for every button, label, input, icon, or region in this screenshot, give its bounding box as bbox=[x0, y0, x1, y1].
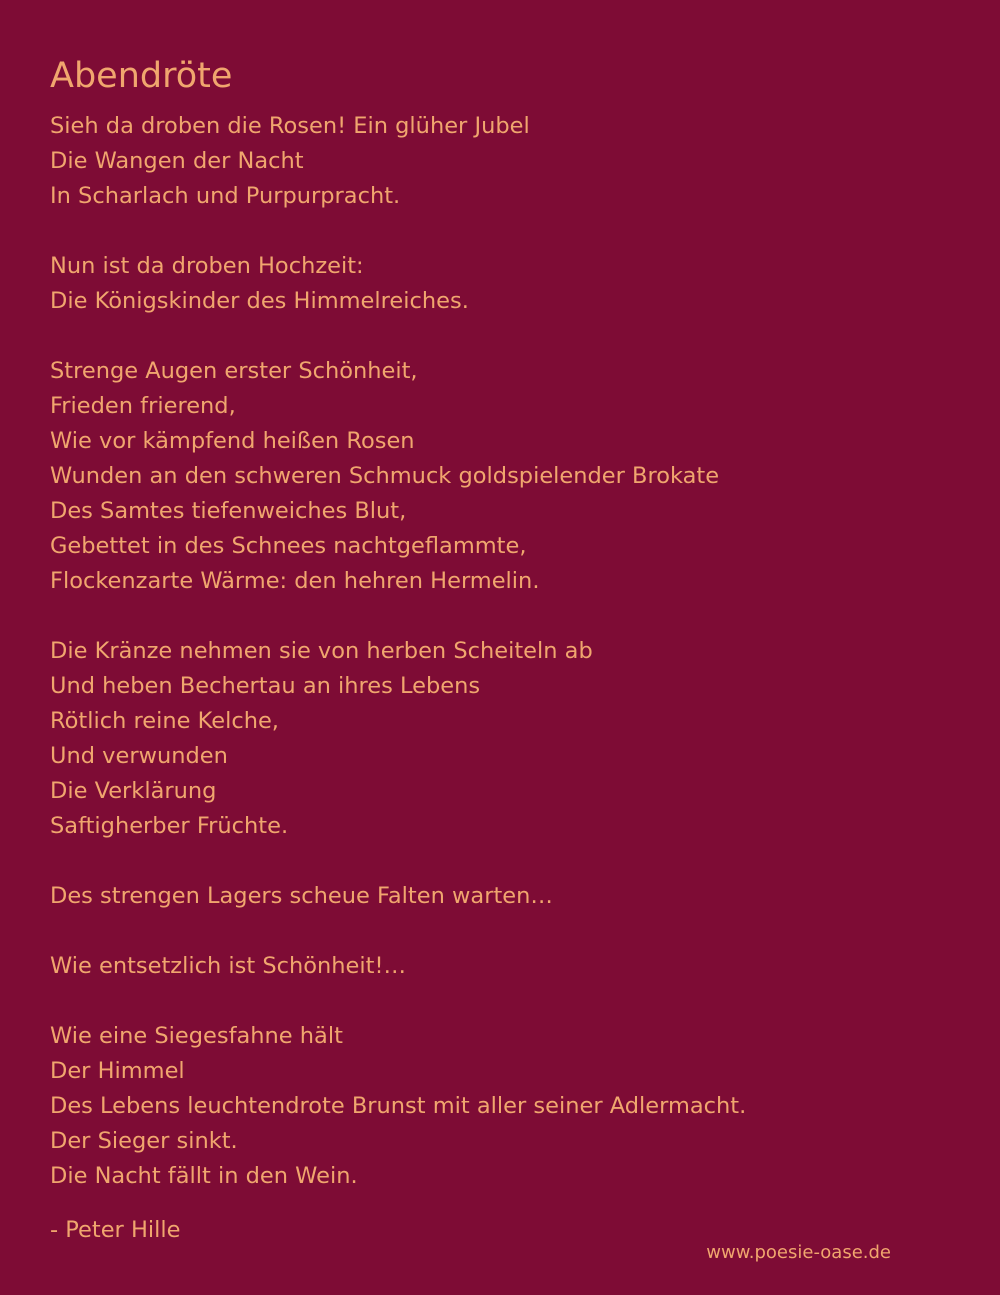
poem-line: Die Kränze nehmen sie von herben Scheiteln ab bbox=[50, 638, 593, 664]
poem-line: Die Königskinder des Himmelreiches. bbox=[50, 288, 469, 314]
poem-line: Des Samtes tiefenweiches Blut, bbox=[50, 498, 407, 524]
poem-stanza bbox=[50, 949, 950, 984]
poem-line: Des Lebens leuchtendrote Brunst mit aller seiner Adlermacht. bbox=[50, 1093, 747, 1119]
poem-line: Wie entsetzlich ist Schönheit!… bbox=[50, 953, 406, 979]
poem-title: Abendröte bbox=[50, 56, 233, 96]
poem-line: Nun ist da droben Hochzeit: bbox=[50, 253, 364, 279]
poem-author: - Peter Hille bbox=[50, 1217, 181, 1243]
poem-line: Frieden frierend, bbox=[50, 393, 236, 419]
poem-stanza bbox=[50, 1019, 950, 1194]
poem-line: Wie vor kämpfend heißen Rosen bbox=[50, 428, 415, 454]
poem-stanza bbox=[50, 634, 950, 844]
poem-line: Der Himmel bbox=[50, 1058, 185, 1084]
poem-line: Die Wangen der Nacht bbox=[50, 148, 304, 174]
poem-line: Sieh da droben die Rosen! Ein glüher Jubel bbox=[50, 113, 530, 139]
poem-stanza bbox=[50, 354, 950, 599]
website-url: www.poesie-oase.de bbox=[706, 1242, 891, 1263]
poem-body bbox=[50, 109, 950, 1229]
poem-line: Gebettet in des Schnees nachtgeflammte, bbox=[50, 533, 527, 559]
poem-line: In Scharlach und Purpurpracht. bbox=[50, 183, 401, 209]
poem-line: Des strengen Lagers scheue Falten warten… bbox=[50, 883, 553, 909]
poem-stanza bbox=[50, 879, 950, 914]
poem-line: Strenge Augen erster Schönheit, bbox=[50, 358, 418, 384]
poem-stanza bbox=[50, 249, 950, 319]
poem-line: Und verwunden bbox=[50, 743, 228, 769]
poem-stanza bbox=[50, 109, 950, 214]
poem-line: Die Verklärung bbox=[50, 778, 217, 804]
poem-line: Flockenzarte Wärme: den hehren Hermelin. bbox=[50, 568, 540, 594]
poem-line: Saftigherber Früchte. bbox=[50, 813, 289, 839]
poem-line: Rötlich reine Kelche, bbox=[50, 708, 279, 734]
poem-line: Der Sieger sinkt. bbox=[50, 1128, 238, 1154]
poem-line: Wunden an den schweren Schmuck goldspielender Brokate bbox=[50, 463, 720, 489]
poem-line: Und heben Bechertau an ihres Lebens bbox=[50, 673, 481, 699]
poem-line: Wie eine Siegesfahne hält bbox=[50, 1023, 343, 1049]
poem-line: Die Nacht fällt in den Wein. bbox=[50, 1163, 358, 1189]
